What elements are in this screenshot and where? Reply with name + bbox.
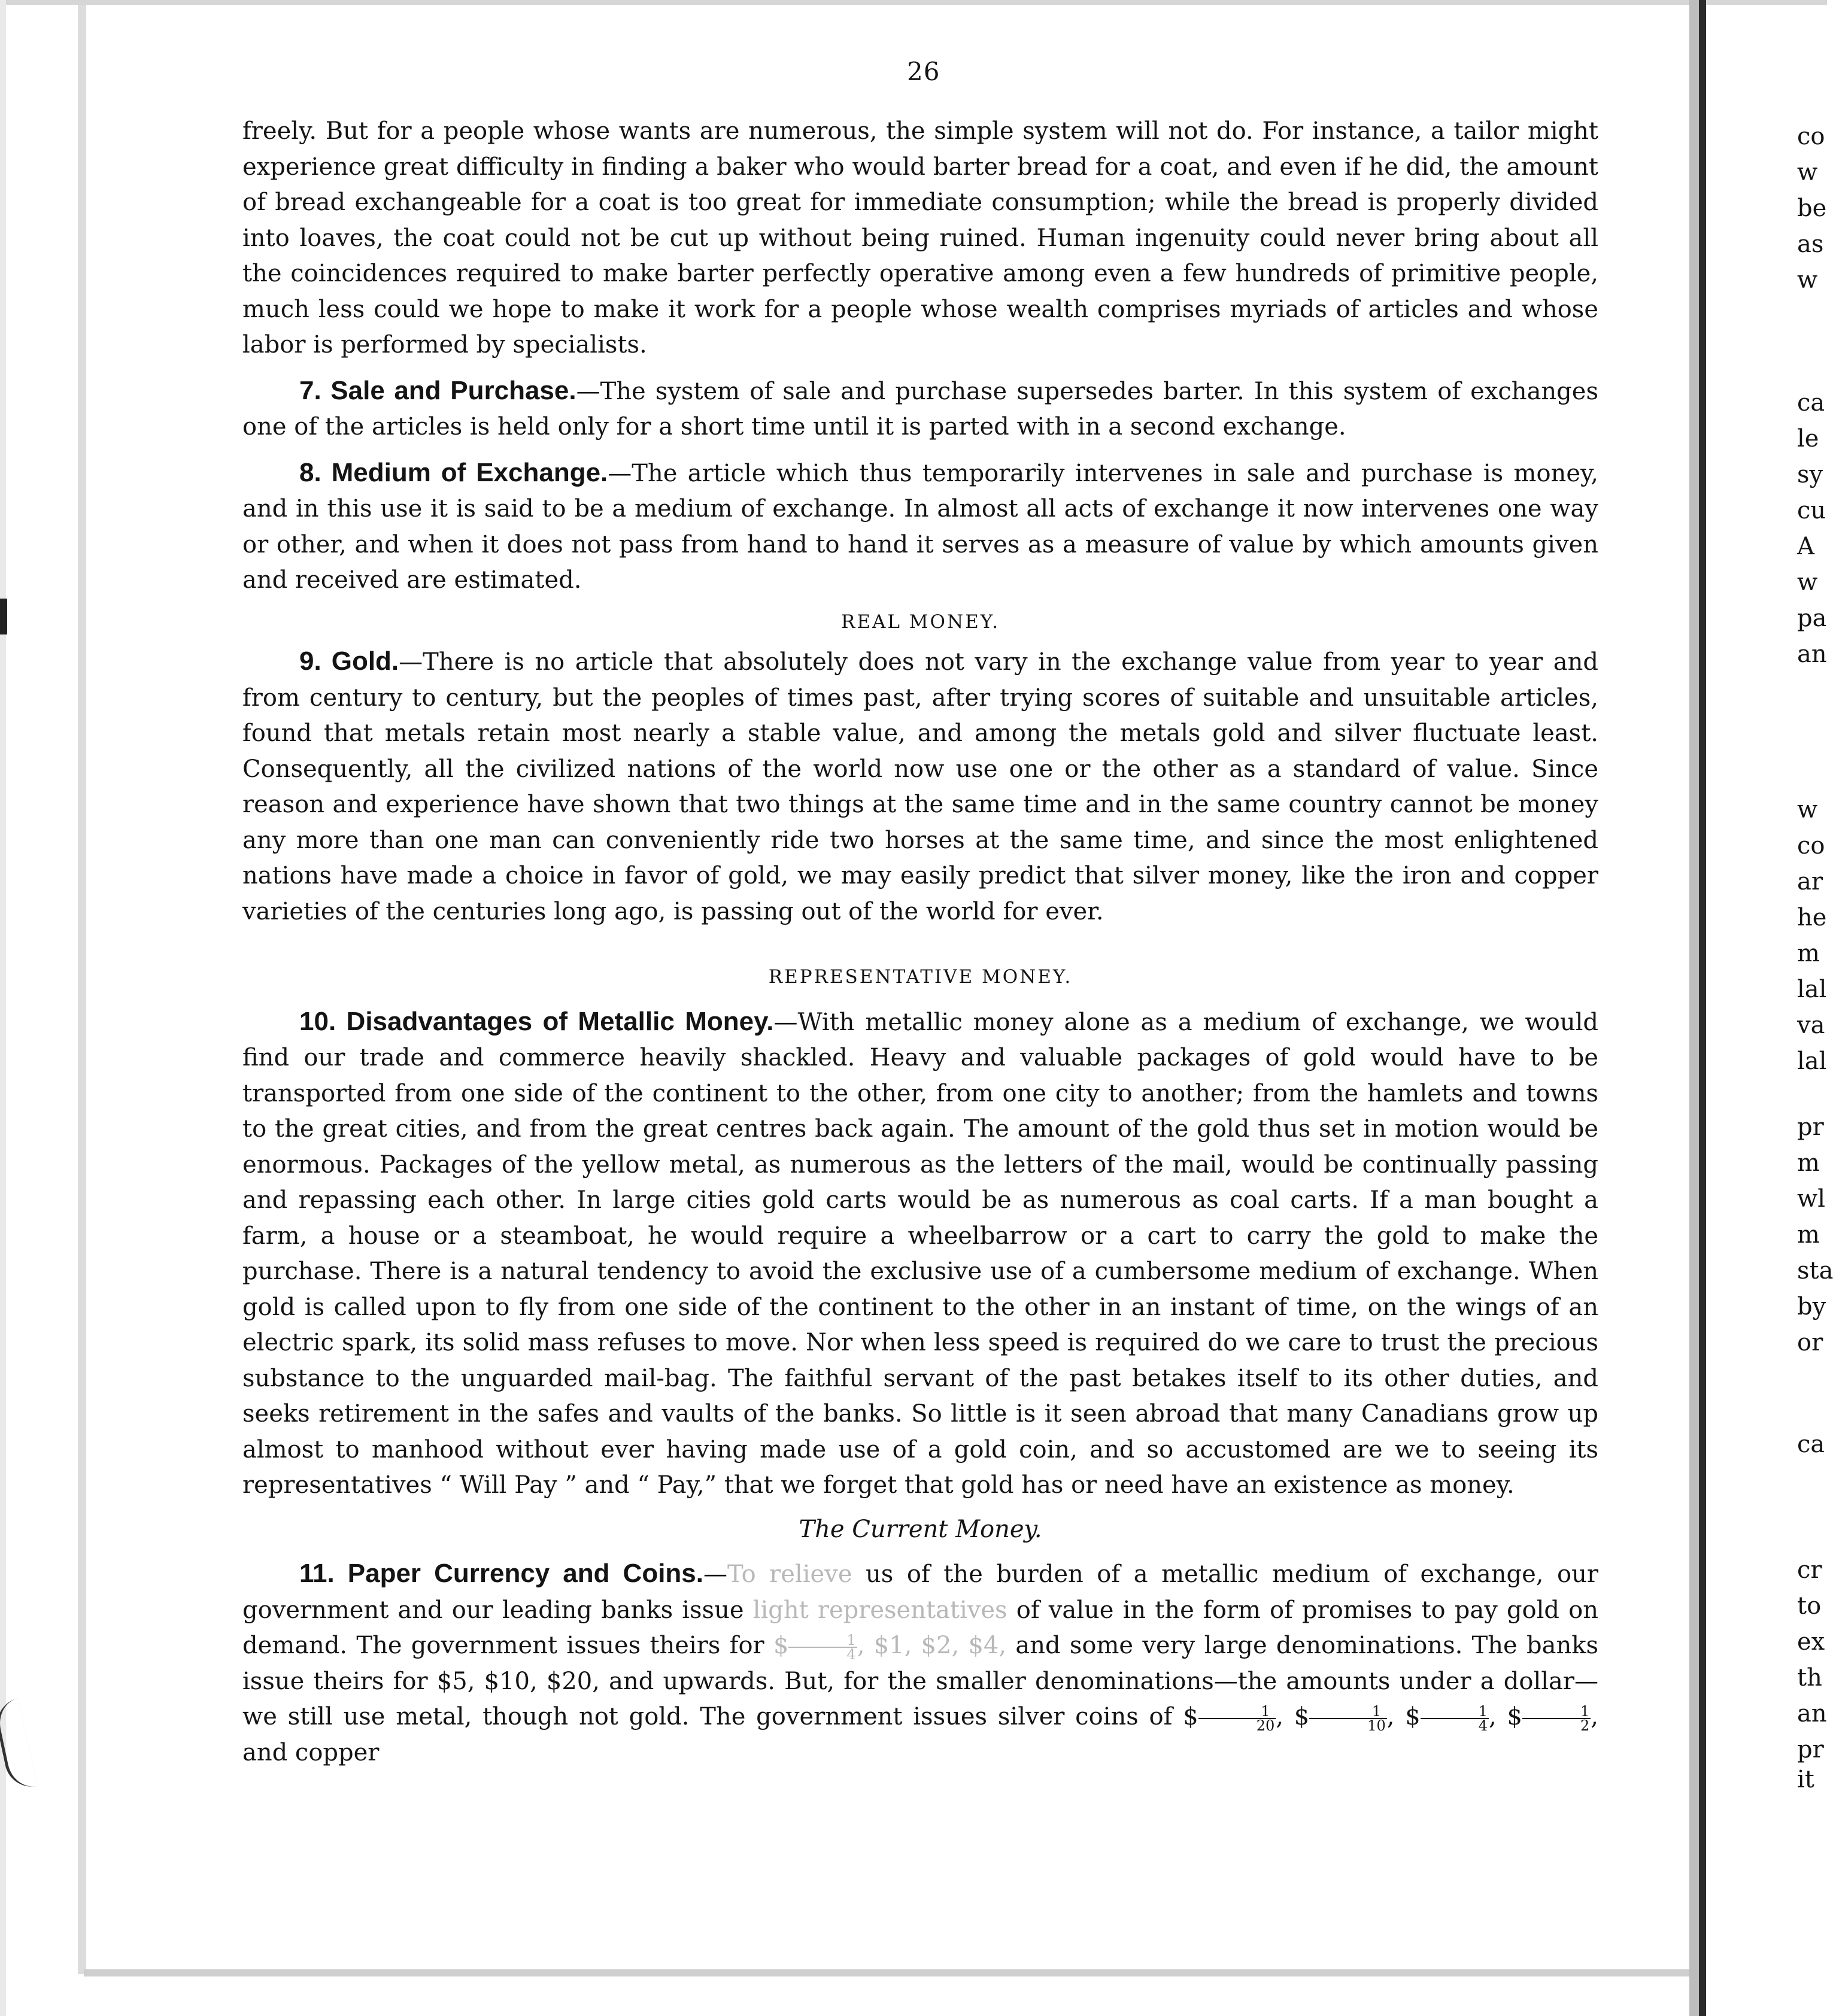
section-11-text-1: —: [703, 1560, 727, 1588]
page-body: [242, 114, 1598, 1771]
fraction-numerator: 1: [1198, 1705, 1276, 1719]
facing-page-fragment: w: [1797, 266, 1818, 294]
facing-page-fragment: ca: [1797, 389, 1825, 417]
facing-page-fragment: lal: [1797, 976, 1827, 1003]
facing-page-fragment: to: [1797, 1592, 1822, 1620]
section-11-text-4: and some very large denominations. The banks issue theirs for $5, $10, $20, and upwards. But, for the smaller denominations—the amounts under a dollar—we still use metal, though not gold. The government issues silver coins of $: [242, 1632, 1598, 1730]
fraction-numerator: 1: [1309, 1705, 1387, 1719]
fraction-one-tenth: [1309, 1705, 1387, 1732]
section-8-text: —The article which thus temporarily intervenes in sale and purchase is money, and in this use it is said to be a medium of exchange. In almost all acts of exchange it now intervenes one way or other, and when it does not pass from hand to hand it serves as a measure of value by which amounts given and received are estimated.: [242, 459, 1598, 594]
fraction-denominator: 4: [846, 1646, 856, 1663]
facing-page-fragment: co: [1797, 123, 1825, 150]
facing-page-fragments: [1796, 0, 1833, 2016]
book-gutter: [1699, 0, 1706, 2016]
section-11-paragraph: [242, 1556, 1598, 1771]
facing-page-fragment: wl: [1797, 1185, 1826, 1213]
intro-paragraph: freely. But for a people whose wants are numerous, the simple system will not do. For instance, a tailor might experience great difficulty in finding a baker who would barter bread for a coat, and even if he did, the amount of bread exchangeable for a coat is too great for immediate consumption; while the bread is properly divided into loaves, the coat could not be cut up without being ruined. Human ingenuity could never bring about all the coincidences required to make barter perfectly operative among even a few hundreds of primitive people, much less could we hope to make it work for a people whose wealth comprises myriads of articles and whose labor is performed by specialists.: [242, 117, 1598, 359]
facing-page-fragment: he: [1797, 904, 1827, 931]
facing-page-fragment: m: [1797, 940, 1820, 967]
section-9-heading: 9. Gold.: [299, 646, 399, 676]
facing-page-fragment: th: [1797, 1664, 1822, 1692]
representative-money-title: REPRESENTATIVE MONEY.: [768, 966, 1073, 988]
fraction-denominator: 20: [1256, 1717, 1275, 1734]
facing-page-fragment: or: [1797, 1329, 1823, 1356]
fraction-one-quarter-b: [1421, 1705, 1489, 1732]
fraction-one-twentieth: [1198, 1705, 1276, 1732]
fraction-denominator: 2: [1580, 1717, 1590, 1734]
facing-page-fragment: an: [1797, 640, 1827, 668]
facing-page-fragment: lal: [1797, 1048, 1827, 1075]
section-11-faded-2: light representatives: [752, 1596, 1007, 1624]
facing-page-fragment: ex: [1797, 1628, 1825, 1656]
facing-page-fragment: va: [1797, 1012, 1825, 1039]
section-11-text-6: , $: [1386, 1703, 1421, 1730]
page-bottom-edge: [84, 1969, 1694, 1976]
fraction-denominator: 4: [1478, 1717, 1488, 1734]
fraction-one-half: [1522, 1705, 1591, 1732]
section-10-paragraph: [242, 1004, 1598, 1504]
facing-page-fragment: cu: [1797, 497, 1826, 524]
fraction-numerator: 1: [1522, 1705, 1591, 1719]
section-10-heading: 10. Disadvantages of Metallic Money.: [299, 1006, 774, 1036]
section-8-paragraph: [242, 455, 1598, 599]
fraction-denominator: 10: [1367, 1717, 1386, 1734]
fraction-numerator: 1: [788, 1634, 857, 1648]
margin-mark: [0, 599, 7, 634]
section-11-heading: 11. Paper Currency and Coins.: [299, 1559, 703, 1588]
facing-page-fragment: be: [1797, 195, 1827, 222]
facing-page-fragment: it: [1797, 1766, 1814, 1793]
facing-page-fragment: an: [1797, 1700, 1827, 1727]
scan-edge-top: [0, 0, 1827, 5]
facing-page-fragment: as: [1797, 230, 1824, 258]
section-11-faded-4: , $1, $2, $4,: [857, 1632, 1007, 1659]
facing-page-fragment: pr: [1797, 1736, 1824, 1763]
current-money-title: The Current Money.: [799, 1515, 1042, 1543]
facing-page-fragment: w: [1797, 796, 1818, 824]
section-11-text-7: , $: [1489, 1703, 1522, 1730]
section-8-heading: 8. Medium of Exchange.: [299, 457, 608, 487]
section-9-text: —There is no article that absolutely does not vary in the exchange value from year to year and from century to century, but the peoples of times past, after trying scores of suitable and unsuitable articles, found that metals retain most nearly a stable value, and among the metals gold and silver fluctuate least. Consequently, all the civilized nations of the world now use one or the other as a standard of value. Since reason and experience have shown that two things at the same time and in the same country cannot be money any more than one man can conveniently ride two horses at the same time, and since the most enlightened nations have made a choice in favor of gold, we may easily predict that silver money, like the iron and copper varieties of the centuries long ago, is passing out of the world for ever.: [242, 648, 1598, 925]
section-11-faded-1: To relieve: [727, 1560, 852, 1588]
facing-page-fragment: m: [1797, 1221, 1820, 1249]
facing-page-fragment: pa: [1797, 605, 1827, 632]
section-11-text-2: us of the burden of a metallic medium of exchange, our government and our leading banks issue: [242, 1560, 1598, 1624]
section-11-text-3: of value in the form of promises to pay gold on demand. The government issues theirs for: [242, 1596, 1599, 1659]
section-10-text: —With metallic money alone as a medium of exchange, we would find our trade and commerce heavily shackled. Heavy and valuable packages of gold would have to be transported from one side of the continent to the other, from one city to another; from the hamlets and towns to the great cities, and from the great centres back again. The amount of the gold thus set in motion would be enormous. Packages of the yellow metal, as numerous as the letters of the mail, would be continually passing and repassing each other. In large cities gold carts would be as numerous as coal carts. If a man bought a farm, a house or a steamboat, he would require a wheelbarrow or a cart to carry the gold to make the purchase. There is a natural tendency to avoid the exclusive use of a cumbersome medium of exchange. When gold is called upon to fly from one side of the continent to the other in an instant of time, on the wings of an electric spark, its solid mass refuses to move. Nor when less speed is required do we care to trust the precious substance to the unguarded mail-bag. The faithful servant of the past betakes itself to its other duties, and seeks retirement in the safes and vaults of the banks. So little is it seen abroad that many Canadians grow up almost to manhood without ever having made use of a gold coin, and so accustomed are we to seeing its representatives “ Will Pay ” and “ Pay,” that we forget that gold has or need have an existence as money.: [242, 1008, 1598, 1499]
facing-page-fragment: w: [1797, 569, 1818, 596]
section-11-text-5: , $: [1276, 1703, 1310, 1730]
section-9-paragraph: [242, 643, 1598, 930]
facing-page-fragment: co: [1797, 832, 1825, 860]
facing-page-fragment: pr: [1797, 1113, 1824, 1141]
page-left-edge: [78, 5, 86, 1974]
facing-page-fragment: by: [1797, 1293, 1826, 1320]
section-7-paragraph: [242, 373, 1598, 445]
facing-page-fragment: A: [1797, 533, 1814, 560]
facing-page-fragment: ca: [1797, 1431, 1825, 1458]
facing-page-fragment: sy: [1797, 461, 1823, 488]
page-number: 26: [907, 57, 940, 86]
facing-page-fragment: le: [1797, 425, 1819, 453]
facing-page-fragment: sta: [1797, 1257, 1833, 1285]
facing-page-fragment: ar: [1797, 868, 1823, 895]
section-7-heading: 7. Sale and Purchase.: [299, 375, 576, 405]
facing-page-fragment: cr: [1797, 1556, 1822, 1584]
facing-page-fragment: m: [1797, 1149, 1820, 1177]
real-money-title: REAL MONEY.: [840, 611, 1000, 633]
section-11-text-8: , and copper: [242, 1703, 1598, 1766]
section-7-text: —The system of sale and purchase supersedes barter. In this system of exchanges one of the articles is held only for a short time until it is parted with in a second exchange.: [242, 377, 1598, 441]
facing-page-fragment: w: [1797, 159, 1818, 186]
fraction-one-quarter: [788, 1634, 857, 1661]
section-11-faded-3: $: [773, 1632, 789, 1659]
fraction-numerator: 1: [1421, 1705, 1489, 1719]
book-gutter-shadow: [1689, 0, 1699, 2016]
